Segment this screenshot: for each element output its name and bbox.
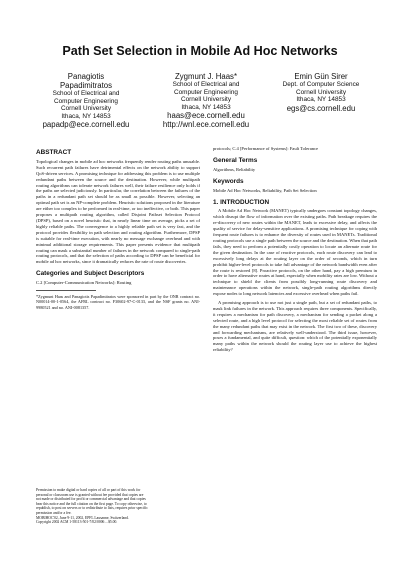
author-name: Papadimitratos [59, 81, 112, 90]
author-affiliation: Ithaca, NY 14853 [61, 112, 111, 120]
introduction-heading: 1. INTRODUCTION [213, 198, 270, 206]
left-column [36, 150, 200, 313]
copyright-line: MOBIHOC'02, June 9-11, 2002, EPFL Lausanne, Switzerland. [36, 515, 129, 520]
copyright-line: not made or distributed for profit or commercial advantage and that copies [36, 497, 146, 502]
author-name: Emin Gün Sirer [294, 72, 348, 81]
footnote-divider [36, 290, 96, 291]
abstract-heading: ABSTRACT [36, 149, 72, 156]
copyright-notice [36, 488, 200, 525]
keywords-text: Mobile Ad Hoc Networks, Reliability, Path Set Selection [213, 187, 317, 193]
copyright-line: permission and/or a fee. [36, 510, 72, 515]
right-column [213, 146, 377, 356]
author-affiliation: Cornell University [180, 96, 232, 104]
footnote: *Zygmunt Haas and Panagiotis Papadimitratos were sponsored in part by the ONR contract no. N00014-00-1-0564, the AFRL contract no. F30602-97-C-0133, and the NSF grants no. ANI-9980521 and no. ANI-0081357. [36, 294, 200, 310]
author-3 [266, 72, 376, 113]
author-affiliation: Ithaca, NY 14853 [296, 96, 346, 104]
introduction-paragraph: A Mobile Ad Hoc Network (MANET) typically undergoes constant topology changes, which disrupt the flow of information over the existing paths. Path breakage requires the re-discovery of new routes within the MANET, leads to excessive delay, and affects the quality of service for delay-sensitive applications. A promising technique for coping with frequent route failures is to enhance the diversity of routes used in MANETs. Traditional routing protocols use a single path between the source and the destination. When that path fails, they need to perform a potentially costly operation to locate an alternate route for the given destination. In the case of reactive protocols, each route discovery can lead to excessively long delays at the routing layer on the order of seconds, which in turn prohibit higher-level protocols to take full advantage of the network bandwidth even after the route is restored [8]. Proactive protocols, on the other hand, pay a high premium in order to have alternative routes at hand, especially when mobility rates are low. Without a technique to shield the clients from possibly long-running route discovery and maintenance operations within the network, single-path routing algorithms directly expose nodes to long network latencies and excessive overhead when paths fail. [213, 208, 377, 297]
copyright-line: personal or classroom use is granted without fee provided that copies are [36, 492, 144, 497]
paper-title: Path Set Selection in Mobile Ad Hoc Networks [62, 44, 338, 58]
author-affiliation: Cornell University [60, 105, 112, 113]
copyright-line: republish, to post on servers or to redistribute to lists, requires prior specific [36, 506, 148, 511]
author-email: egs@cs.cornell.edu [286, 103, 356, 113]
keywords-heading: Keywords [213, 177, 244, 185]
author-2 [146, 72, 266, 129]
author-email: papadp@ece.cornell.edu [42, 120, 130, 130]
author-affiliation: Computer Engineering [54, 97, 118, 105]
general-terms-heading: General Terms [213, 156, 258, 164]
author-name: Zygmunt J. Haas* [175, 72, 237, 81]
author-email: haas@ece.cornell.edu [167, 111, 245, 121]
author-affiliation: School of Electrical and [172, 81, 240, 88]
author-affiliation: School of Electrical and [52, 90, 120, 97]
author-affiliation: Computer Engineering [174, 88, 238, 96]
categories-heading: Categories and Subject Descriptors [36, 270, 145, 278]
introduction-paragraph: A promising approach is to use not just a single path, but a set of redundant paths, to mask link failures in the network. This approach requires three components. Specifically, it requires a mechanism for path discovery, a mechanism for sending a packet along a selected route, and a high level protocol for selecting the most reliable set of routes from the many redundant paths that may exist in the network. The first two of these, discovery and forwarding mechanisms, are relatively well-understood. The third issue, however, poses a fundamental, and quite difficult, question: which of the potentially exponentially many paths within the network should the routing layer use to achieve the highest reliability? [213, 300, 377, 353]
author-homepage: http://wnl.ece.cornell.edu [162, 120, 250, 130]
copyright-line: Copyright 2002 ACM 1-58113-501-7/02/0006 ...$5.00. [36, 520, 118, 525]
general-terms-text: Algorithms, Reliability [213, 166, 256, 172]
copyright-line: bear this notice and the full citation on the first page. To copy otherwise, to [36, 501, 147, 506]
author-affiliation: Cornell University [295, 88, 347, 96]
categories-text: C.2 [Computer-Communication Networks]: Routing [36, 280, 132, 286]
author-name: Panagiotis [67, 72, 105, 81]
author-affiliation: Ithaca, NY 14853 [181, 103, 231, 111]
copyright-line: Permission to make digital or hard copies of all or part of this work for [36, 488, 141, 492]
author-affiliation: Dept. of Computer Science [282, 81, 360, 88]
author-1 [26, 72, 146, 129]
categories-text-cont: protocols; C.4 [Performance of Systems]: Fault Tolerance [213, 146, 319, 151]
abstract-text: Topological changes in mobile ad hoc networks frequently render routing paths unusable. Such recurrent path failures have detrimental effects on the network ability to support QoS-driven services. A promising technique for addressing this problem is to use multiple redundant paths between the source and the destination. However, while multipath routing algorithms can tolerate network failures well, their failure resilience only holds if the paths are selected judiciously. In particular, the correlation between the failures of the paths in a redundant path set should be as small as possible. However, selecting an optimal path set is an NP-complete problem. Heuristic solutions proposed in the literature are either too complex to be performed in real-time, or too ineffective, or both. This paper proposes a multipath routing algorithm, called Disjoint Pathset Selection Protocol (DPSP), based on a novel heuristic that, in nearly linear time on average, picks a set of highly reliable paths. The convergence to a highly reliable path set is very fast, and the protocol provides flexibility in path selection and routing algorithm. Furthermore, DPSP is suitable for real-time execution, with nearly no message exchange overhead and with minimal additional storage requirements. This paper presents evidence that multipath routing can mask a substantial number of failures in the network compared to single-path routing protocols, and that the selection of paths according to DPSP can be beneficial for mobile ad hoc networks, since it dramatically reduces the rate of route discoveries. [36, 158, 200, 265]
